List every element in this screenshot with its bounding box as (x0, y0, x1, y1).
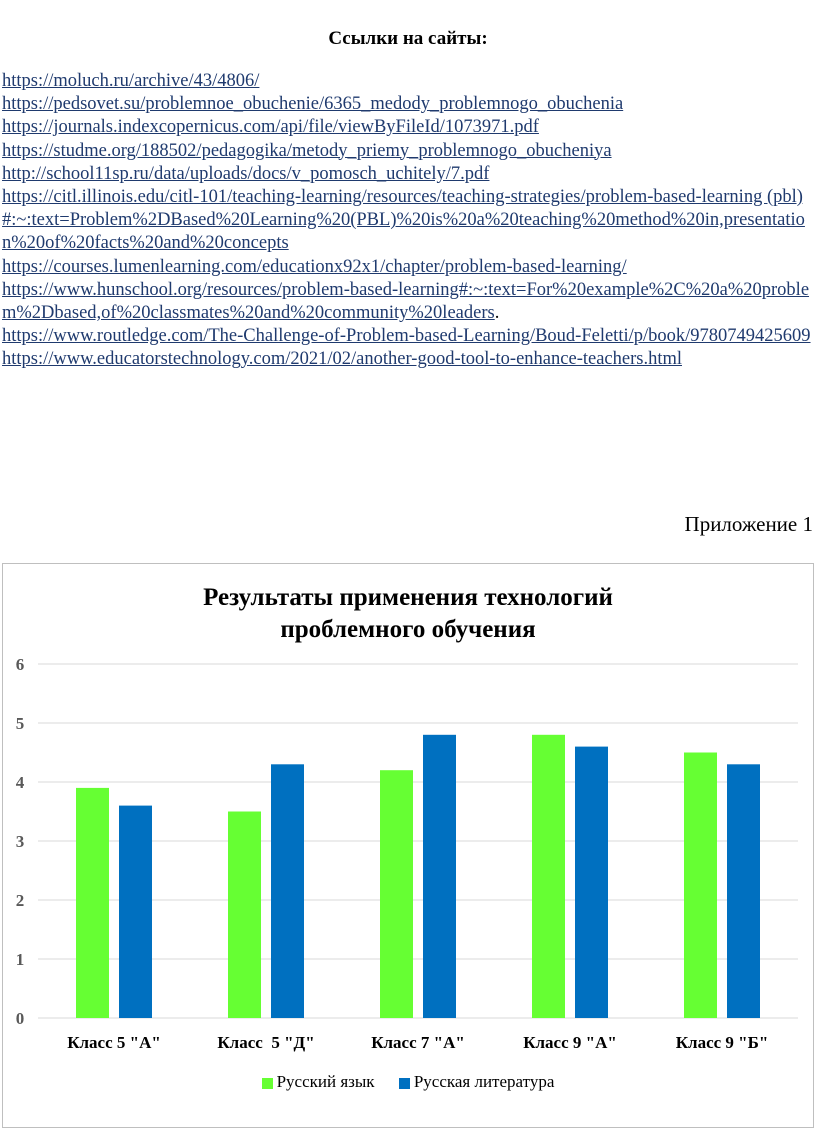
legend-item (399, 1072, 555, 1091)
bar-chart-plot (0, 640, 816, 1060)
bar (727, 764, 760, 1018)
link-item[interactable]: http://school11sp.ru/data/uploads/docs/v_pomosch_uchitely/7.pdf (2, 163, 490, 184)
legend-label: Русский язык (276, 1072, 375, 1091)
link-item[interactable]: https://courses.lumenlearning.com/educationx92x1/chapter/problem-based-learning/ (2, 256, 627, 277)
bar (684, 753, 717, 1019)
bar (76, 788, 109, 1018)
bar (575, 747, 608, 1018)
link-item[interactable]: https://www.hunschool.org/resources/problem-based-learning#:~:text=For%20example%2C%20a%20problem%2Dbased,of%20classmates%20and%20community%20leaders (2, 279, 810, 324)
y-tick-label: 5 (15, 714, 25, 733)
y-tick-label: 4 (15, 773, 25, 792)
y-tick-label: 0 (15, 1009, 25, 1028)
y-tick-label: 3 (15, 832, 25, 851)
x-category-label: Класс 7 "А" (371, 1033, 465, 1052)
legend-swatch-russian-language (262, 1078, 273, 1089)
link-item[interactable]: https://moluch.ru/archive/43/4806/ (2, 71, 260, 91)
y-tick-label: 2 (15, 891, 25, 910)
legend-label: Русская литература (413, 1072, 555, 1091)
x-category-label: Класс 5 "Д" (217, 1033, 315, 1052)
bar (532, 735, 565, 1018)
y-tick-label: 1 (15, 950, 25, 969)
page-heading: Ссылки на сайты: (328, 28, 488, 49)
bar (228, 812, 261, 1019)
y-tick-label: 6 (15, 655, 25, 674)
chart-legend (0, 1072, 816, 1092)
link-item[interactable]: https://journals.indexcopernicus.com/api/file/viewByFileId/1073971.pdf (2, 117, 539, 138)
link-item[interactable]: https://www.routledge.com/The-Challenge-of-Problem-based-Learning/Boud-Feletti/p/book/9780749425609https://www.educatorstechnology.com/2021/02/another-good-tool-to-enhance-teachers.html (2, 326, 811, 370)
chart-title-line-2: проблемного обучения (280, 616, 536, 643)
x-category-label: Класс 5 "А" (67, 1033, 161, 1052)
bar (380, 770, 413, 1018)
legend-item (262, 1072, 375, 1091)
trailing-period: . (494, 303, 500, 324)
link-item[interactable]: https://studme.org/188502/pedagogika/metody_priemy_problemnogo_obucheniya (2, 140, 612, 161)
links-list (2, 70, 814, 372)
bar (271, 764, 304, 1018)
bar (119, 806, 152, 1018)
x-category-label: Класс 9 "Б" (675, 1033, 769, 1052)
legend-swatch-russian-literature (399, 1078, 410, 1089)
appendix-label: Приложение 1 (684, 512, 813, 536)
bar (423, 735, 456, 1018)
chart-title-line-1: Результаты применения технологий (203, 584, 613, 611)
link-item[interactable]: https://pedsovet.su/problemnoe_obuchenie/6365_medody_problemnogo_obuchenia (2, 94, 624, 115)
x-category-label: Класс 9 "А" (523, 1033, 617, 1052)
chart-title (0, 582, 816, 646)
link-item[interactable]: https://citl.illinois.edu/citl-101/teaching-learning/resources/teaching-strategies/problem-based-learning (pbl)#:~:text=Problem%2DBased%20Learning%20(PBL)%20is%20a%20teaching%20method%20in,presentation%20of%20facts%20and%20concepts (2, 187, 805, 254)
